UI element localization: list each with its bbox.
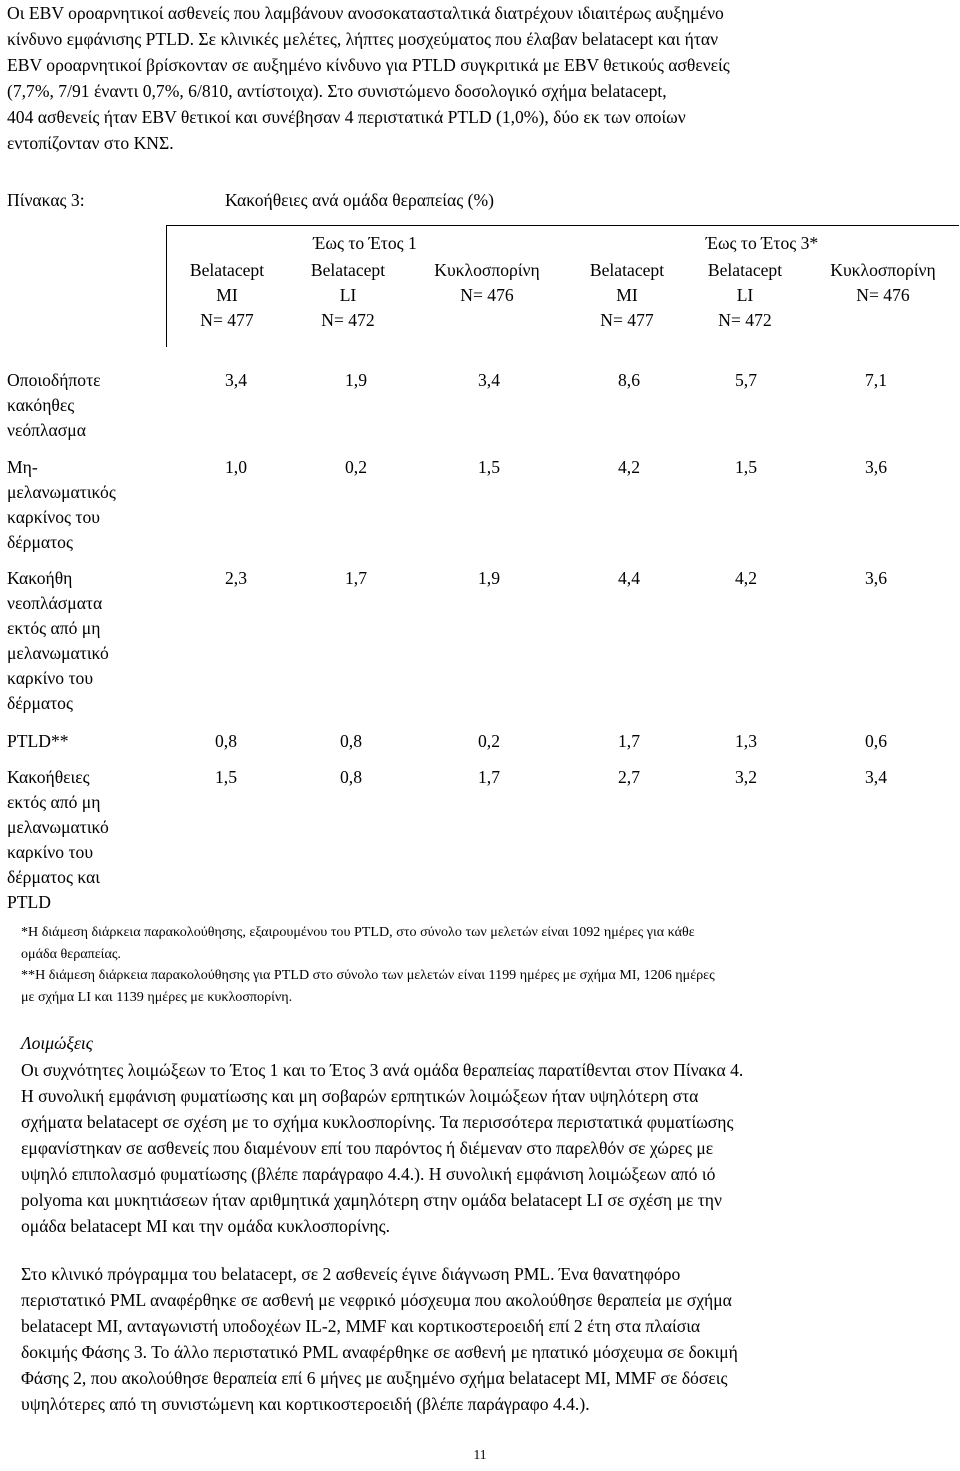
row-label: Κακοήθη νεοπλάσματα εκτός από μη μελανωματικό καρκίνο του δέρματος — [7, 568, 109, 713]
text-line: Οι EBV οροαρνητικοί ασθενείς που λαμβάνουν ανοσοκατασταλτικά διατρέχουν ιδιαιτέρως αυξημένο — [7, 3, 724, 23]
text-line: περιστατικό PML αναφέρθηκε σε ασθενή με νεφρικό μόσχευμα που ακολούθησε θεραπεία με σχήμα — [21, 1290, 732, 1310]
table-cell: 1,5 — [735, 457, 757, 477]
text-line: Στο κλινικό πρόγραμμα του belatacept, σε 2 ασθενείς έγινε διάγνωση PML. Ένα θανατηφόρο — [21, 1264, 681, 1284]
footnote-line: *Η διάμεση διάρκεια παρακολούθησης, εξαιρουμένου του PTLD, στο σύνολο των μελετών είναι 1092 ημέρες για κάθε — [21, 924, 695, 940]
section-heading: Λοιμώξεις — [21, 1033, 93, 1053]
table-cell: 0,2 — [345, 457, 367, 477]
text-line: 404 ασθενείς ήταν EBV θετικοί και συνέβησαν 4 περιστατικά PTLD (1,0%), δύο εκ των οποίων — [7, 107, 686, 127]
table-cell: 3,4 — [478, 370, 500, 390]
intro-paragraph — [7, 0, 947, 156]
text-line: polyoma και μυκητιάσεων ήταν αριθμητικά χαμηλότερη στην ομάδα belatacept LI σε σχέση με την — [21, 1190, 722, 1210]
table-cell: 1,3 — [735, 731, 757, 751]
column-header: Κυκλοσπορίνη N= 476 — [434, 260, 540, 305]
text-line: υψηλό επιπολασμό φυματίωσης (βλέπε παράγραφο 4.4.). Η συνολική εμφάνιση λοιμώξεων από ιό — [21, 1164, 716, 1184]
text-line: σχήματα belatacept σε σχέση με το σχήμα κυκλοσπορίνης. Τα περισσότερα περιστατικά φυματίωσης — [21, 1112, 734, 1132]
text-line: δοκιμής Φάσης 3. Το άλλο περιστατικό PML αναφέρθηκε σε ασθενή με ηπατικό μόσχευμα σε δοκιμή — [21, 1342, 738, 1362]
table-cell: 2,7 — [618, 767, 640, 787]
text-line: EBV οροαρνητικοί βρίσκονταν σε αυξημένο κίνδυνο για PTLD συγκριτικά με EBV θετικούς ασθενείς — [7, 55, 730, 75]
pml-paragraph — [21, 1261, 936, 1417]
text-line: κίνδυνο εμφάνισης PTLD. Σε κλινικές μελέτες, λήπτες μοσχεύματος που έλαβαν belatacept και ήταν — [7, 29, 719, 49]
text-line: εντοπίζονταν στο ΚΝΣ. — [7, 133, 174, 153]
table-cell: 1,9 — [345, 370, 367, 390]
page-number: 11 — [473, 1447, 487, 1462]
table-cell: 3,6 — [865, 568, 887, 588]
table-cell: 3,2 — [735, 767, 757, 787]
row-label: Μη- μελανωματικός καρκίνος του δέρματος — [7, 457, 116, 552]
table-cell: 4,4 — [618, 568, 640, 588]
table-cell: 4,2 — [735, 568, 757, 588]
table-cell: 1,5 — [215, 767, 237, 787]
column-header: Belatacept LI N= 472 — [310, 260, 386, 330]
table-cell: 0,8 — [340, 767, 362, 787]
table-cell: 0,6 — [865, 731, 887, 751]
row-label: Οποιοδήποτε κακόηθες νεόπλασμα — [7, 370, 101, 440]
footnote-line: ομάδα θεραπείας. — [21, 945, 121, 962]
table-cell: 1,9 — [478, 568, 500, 588]
group-header-year3: Έως το Έτος 3* — [705, 233, 819, 253]
table-cell: 4,2 — [618, 457, 640, 477]
row-label: PTLD** — [7, 731, 69, 751]
column-header: Belatacept LI N= 472 — [707, 260, 783, 330]
row-label: Κακοήθειες εκτός από μη μελανωματικό καρκίνο του δέρματος και PTLD — [7, 767, 109, 912]
table-cell: 1,0 — [225, 457, 247, 477]
text-line: Φάσης 2, που ακολούθησε θεραπεία επί 6 μήνες με αυξημένο σχήμα belatacept MI, MMF σε δόσεις — [21, 1368, 728, 1388]
table-footnotes — [21, 922, 921, 1008]
footnote-line: **Η διάμεση διάρκεια παρακολούθησης για PTLD στο σύνολο των μελετών είναι 1199 ημέρες με σχήμα MI, 1206 ημέρες — [21, 967, 715, 983]
text-line: εμφανίστηκαν σε ασθενείς που διαμένουν επί του παρόντος ή διέμεναν στο παρελθόν σε χώρες με — [21, 1138, 714, 1158]
table-cell: 3,6 — [865, 457, 887, 477]
table-cell: 1,7 — [478, 767, 500, 787]
table-cell: 3,4 — [225, 370, 247, 390]
table-cell: 8,6 — [618, 370, 640, 390]
table-cell: 2,3 — [225, 568, 247, 588]
table-title: Κακοήθειες ανά ομάδα θεραπείας (%) — [225, 190, 494, 210]
table-cell: 1,7 — [345, 568, 367, 588]
text-line: υψηλότερες από τη συνιστώμενη και κορτικοστεροειδή (βλέπε παράγραφο 4.4.). — [21, 1394, 590, 1414]
group-header-year1: Έως το Έτος 1 — [313, 233, 417, 253]
table-cell: 0,2 — [478, 731, 500, 751]
column-header: Belatacept MI N= 477 — [589, 260, 665, 330]
table-cell: 0,8 — [340, 731, 362, 751]
footnote-line: με σχήμα LI και 1139 ημέρες με κυκλοσπορίνη. — [21, 988, 293, 1005]
text-line: belatacept MI, ανταγωνιστή υποδοχέων IL-2, MMF και κορτικοστεροειδή επί 2 έτη στα πλαίσια — [21, 1316, 701, 1336]
table-cell: 3,4 — [865, 767, 887, 787]
column-header: Belatacept MI N= 477 — [189, 260, 265, 330]
text-line: Η συνολική εμφάνιση φυματίωσης και μη σοβαρών ερπητικών λοιμώξεων ήταν υψηλότερη στα — [21, 1086, 699, 1106]
table-header — [166, 225, 959, 347]
text-line: ομάδα belatacept MI και την ομάδα κυκλοσπορίνης. — [21, 1216, 390, 1236]
text-line: Οι συχνότητες λοιμώξεων το Έτος 1 και το Έτος 3 ανά ομάδα θεραπείας παρατίθενται στον Πίνακα 4. — [21, 1060, 744, 1080]
table-cell: 7,1 — [865, 370, 887, 390]
column-header: Κυκλοσπορίνη N= 476 — [830, 260, 936, 305]
table-cell: 1,5 — [478, 457, 500, 477]
table-cell: 0,8 — [215, 731, 237, 751]
infections-paragraph — [21, 1057, 936, 1239]
table-cell: 1,7 — [618, 731, 640, 751]
table-number: Πίνακας 3: — [7, 190, 85, 210]
text-line: (7,7%, 7/91 έναντι 0,7%, 6/810, αντίστοιχα). Στο συνιστώμενο δοσολογικό σχήμα belatacept, — [7, 81, 667, 101]
table-cell: 5,7 — [735, 370, 757, 390]
